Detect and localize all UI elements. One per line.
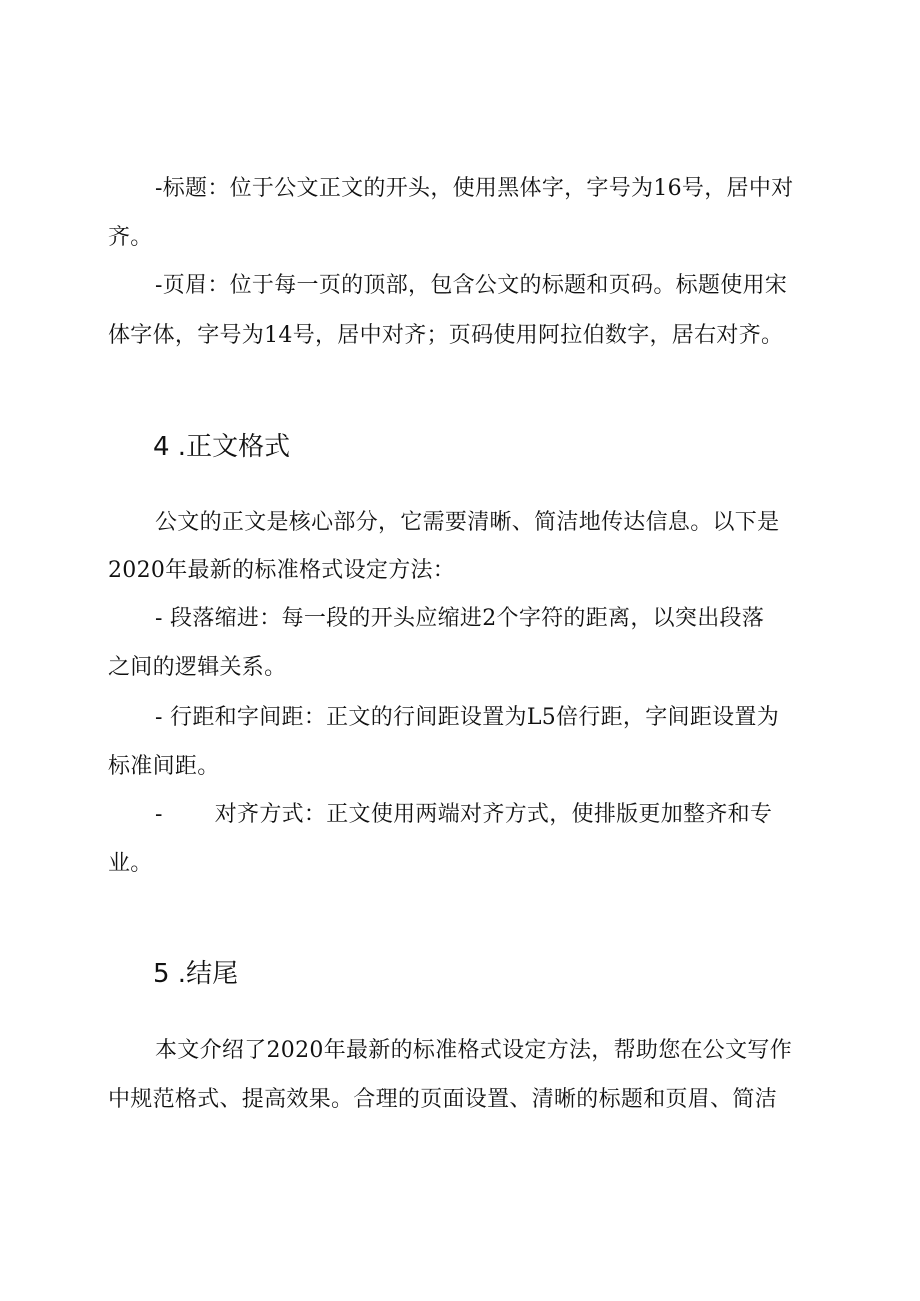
- section-4-intro-line-2: 2020年最新的标准格式设定方法：: [108, 558, 456, 583]
- indent-rule-line-1: - 段落缩进：每一段的开头应缩进2个字符的距离，以突出段落: [155, 606, 765, 631]
- align-rule-line-1: [155, 800, 772, 830]
- section-4-intro-line-1: 公文的正文是核心部分，它需要清晰、简洁地传达信息。以下是: [155, 510, 780, 535]
- indent-rule-line-2: 之间的逻辑关系。: [108, 655, 287, 680]
- spacing-rule-line-2: 标准间距。: [108, 754, 220, 779]
- title-rule-line-2: 齐。: [108, 225, 153, 250]
- section-5-body-line-2: 中规范格式、提高效果。合理的页面设置、清晰的标题和页眉、简洁: [108, 1087, 778, 1112]
- spacing-rule-line-1: - 行距和字间距：正文的行间距设置为L5倍行距，字间距设置为: [155, 705, 780, 730]
- align-rule-line-2: 业。: [108, 851, 153, 876]
- section-5-heading: 5 .结尾: [153, 959, 239, 989]
- title-rule-line-1: -标题：位于公文正文的开头，使用黑体字，字号为16号，居中对: [155, 176, 794, 201]
- align-rule-bullet: -: [155, 802, 163, 827]
- align-rule-text: 对齐方式：正文使用两端对齐方式，使排版更加整齐和专: [214, 802, 773, 827]
- section-5-body-line-1: 本文介绍了2020年最新的标准格式设定方法，帮助您在公文写作: [155, 1038, 792, 1063]
- header-rule-line-2: 体字体，字号为14号，居中对齐；页码使用阿拉伯数字，居右对齐。: [108, 323, 784, 348]
- section-4-heading: 4 .正文格式: [153, 432, 291, 462]
- header-rule-line-1: -页眉：位于每一页的顶部，包含公文的标题和页码。标题使用宋: [155, 273, 788, 298]
